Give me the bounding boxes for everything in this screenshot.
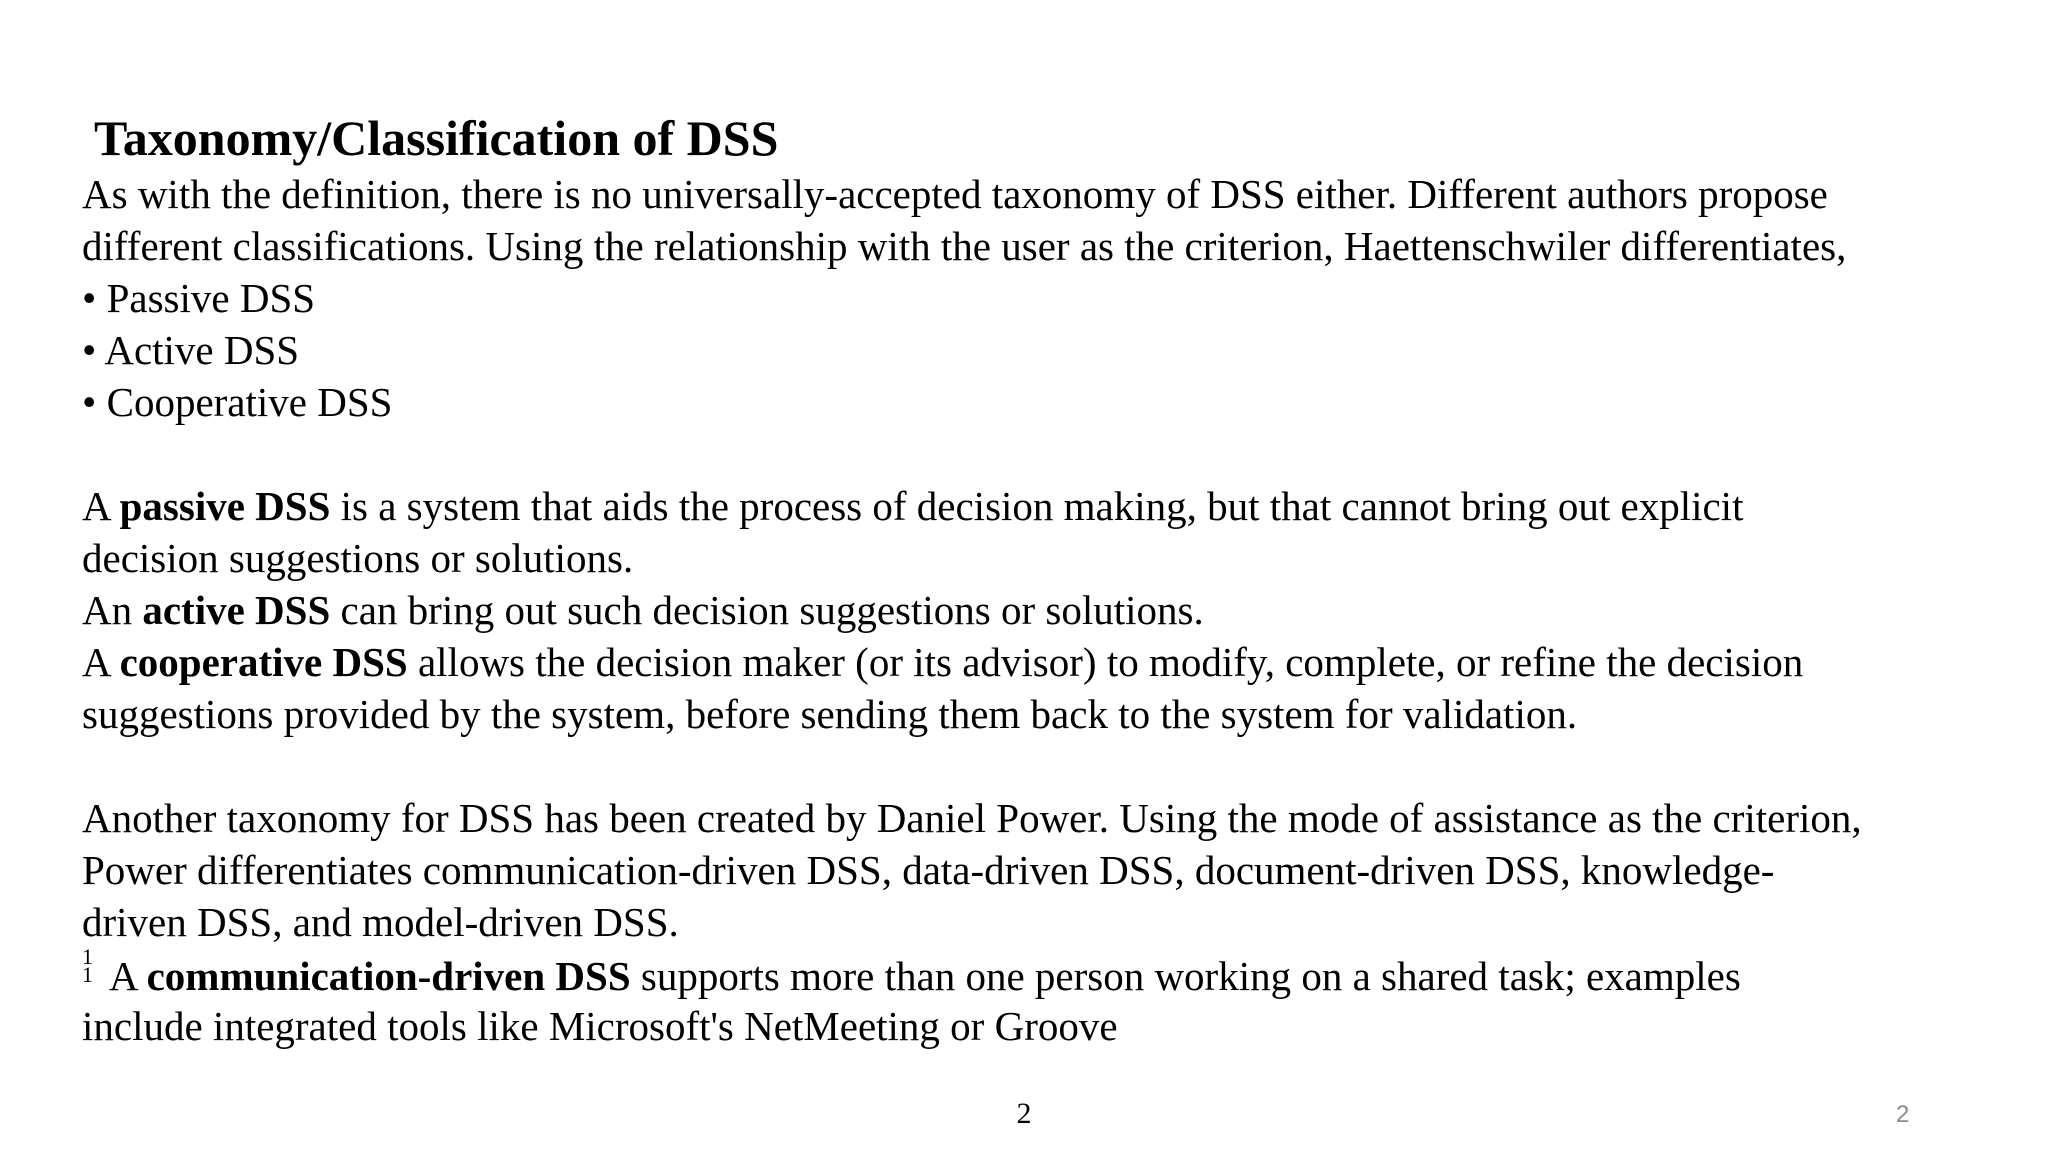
communication-definition-cont: include integrated tools like Microsoft's NetMeeting or Groove (82, 1003, 1118, 1049)
intro-line-1: As with the definition, there is no universally-accepted taxonomy of DSS either. Different authors propose (82, 171, 1828, 217)
cooperative-term: cooperative DSS (119, 639, 408, 685)
bullet-marker (82, 944, 93, 987)
communication-definition (82, 944, 2022, 1000)
passive-definition (82, 480, 2022, 532)
cooperative-definition (82, 636, 2022, 688)
passive-post: is a system that aids the process of decision making, but that cannot bring out explicit (330, 483, 1744, 529)
bullet-active: • Active DSS (82, 327, 300, 373)
active-definition (82, 584, 2022, 636)
spacer (82, 428, 2022, 480)
passive-pre: A (82, 483, 120, 529)
cooperative-post: allows the decision maker (or its advisor) to modify, complete, or refine the decision (407, 639, 1804, 685)
cooperative-pre: A (82, 639, 120, 685)
page-number: 2 (1016, 1097, 1032, 1130)
passive-term: passive DSS (119, 483, 331, 529)
communication-term: communication-driven DSS (146, 953, 631, 999)
slide-body (82, 168, 2022, 1052)
active-pre: An (82, 587, 143, 633)
power-line-2: Power differentiates communication-driven DSS, data-driven DSS, document-driven DSS, knowledge- (82, 847, 1775, 893)
active-post: can bring out such decision suggestions or solutions. (330, 587, 1204, 633)
passive-definition-cont: decision suggestions or solutions. (82, 535, 634, 581)
power-line-1: Another taxonomy for DSS has been created by Daniel Power. Using the mode of assistance as the criterion, (82, 795, 1862, 841)
marker-bottom: 1 (82, 962, 93, 987)
intro-line-2: different classifications. Using the relationship with the user as the criterion, Haettenschwiler differentiates, (82, 223, 1847, 269)
spacer (82, 740, 2022, 792)
slide-number: 2 (1896, 1101, 1910, 1128)
bullet-passive: • Passive DSS (82, 275, 316, 321)
bullet-cooperative: • Cooperative DSS (82, 379, 393, 425)
slide-title: Taxonomy/Classification of DSS (94, 110, 779, 166)
active-term: active DSS (142, 587, 331, 633)
marker-top: 1 (82, 944, 93, 969)
power-line-3: driven DSS, and model-driven DSS. (82, 899, 679, 945)
communication-post: supports more than one person working on a shared task; examples (630, 953, 1741, 999)
cooperative-definition-cont: suggestions provided by the system, before sending them back to the system for validation. (82, 691, 1578, 737)
communication-pre: A (101, 953, 147, 999)
